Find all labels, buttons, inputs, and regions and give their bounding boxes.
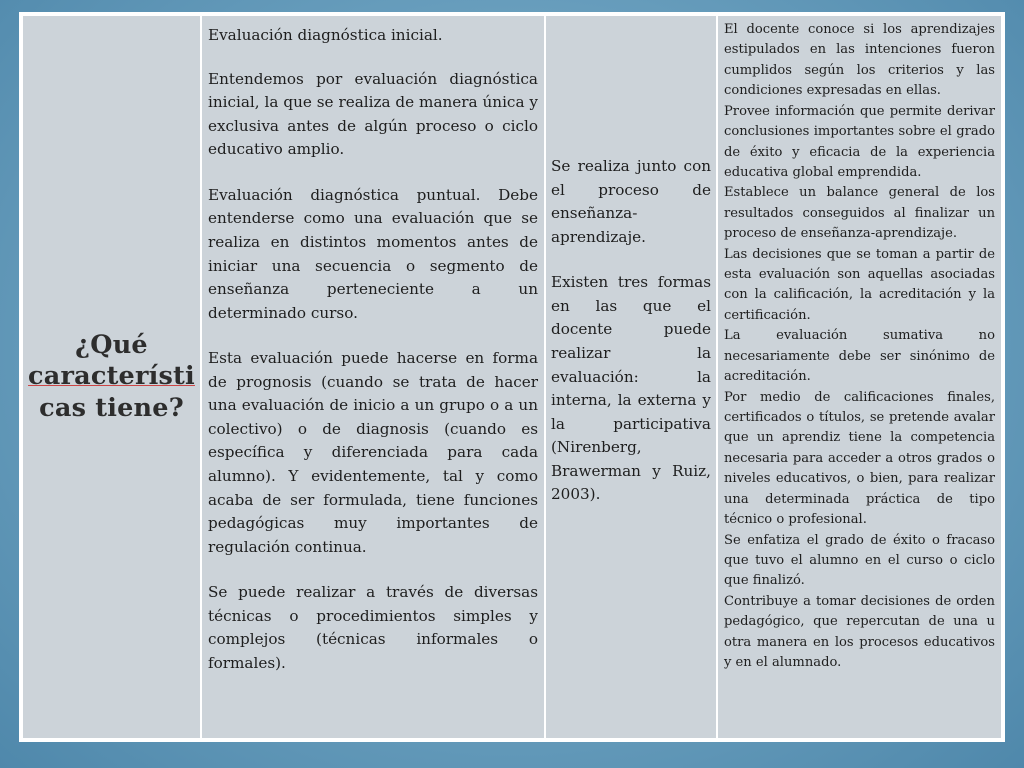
summative-item: Se enfatiza el grado de éxito o fracaso que tuvo el alumno en el curso o ciclo que finalizó. bbox=[724, 532, 995, 589]
diagnostic-paragraph-4: Se puede realizar a través de diversas técnicas o procedimientos simples y complejos (técnicas informales o formales). bbox=[208, 583, 538, 672]
summative-item: Contribuye a tomar decisiones de orden pedagógico, que repercutan de una u otra manera en los procesos educativos y en el alumnado. bbox=[724, 593, 995, 671]
formative-paragraph-2: Existen tres formas en las que el docente puede realizar la evaluación: la interna, la externa y la participativa (Nirenberg, Brawerman y Ruiz, 2003). bbox=[551, 273, 711, 504]
heading-line-3: cas tiene? bbox=[39, 392, 184, 423]
row-heading-cell bbox=[23, 16, 200, 738]
diagnostic-paragraph-1: Entendemos por evaluación diagnóstica inicial, la que se realiza de manera única y exclusiva antes de algún proceso o ciclo educativo amplio. bbox=[208, 69, 538, 159]
summative-item: Provee información que permite derivar conclusiones importantes sobre el grado de éxito y eficacia de la experiencia educativa global emprendida. bbox=[724, 103, 995, 180]
row-heading bbox=[24, 330, 199, 423]
characteristics-table bbox=[21, 14, 1003, 740]
diagnostic-title: Evaluación diagnóstica inicial. bbox=[208, 26, 443, 44]
formative-paragraph-1: Se realiza junto con el proceso de enseñanza-aprendizaje. bbox=[551, 157, 711, 246]
content-table-frame bbox=[19, 12, 1005, 742]
summative-item: Las decisiones que se toman a partir de esta evaluación son aquellas asociadas con la calificación, la acreditación y la certificación. bbox=[724, 246, 995, 323]
diagnostic-paragraph-2: Evaluación diagnóstica puntual. Debe entenderse como una evaluación que se realiza en distintos momentos antes de iniciar una secuencia o segmento de enseñanza perteneciente a un determinado curso. bbox=[208, 185, 538, 322]
summative-cell bbox=[718, 16, 1001, 738]
heading-line-2: característi bbox=[28, 361, 195, 392]
diagnostic-paragraph-3: Esta evaluación puede hacerse en forma de prognosis (cuando se trata de hacer una evaluación de inicio a un grupo o a un colectivo) o de diagnosis (cuando es específica y diferenciada para cada alumno). Y evidentemente, tal y como acaba de ser formulada, tiene funciones pedagógicas muy importantes de regulación continua. bbox=[208, 349, 538, 556]
summative-item: La evaluación sumativa no necesariamente debe ser sinónimo de acreditación. bbox=[724, 328, 995, 385]
summative-item: Establece un balance general de los resultados conseguidos al finalizar un proceso de enseñanza-aprendizaje. bbox=[724, 185, 995, 242]
diagnostic-cell bbox=[202, 16, 544, 738]
formative-cell bbox=[546, 16, 716, 738]
summative-item: El docente conoce si los aprendizajes estipulados en las intenciones fueron cumplidos según los criterios y las condiciones expresadas en ellas. bbox=[724, 22, 995, 99]
summative-item: Por medio de calificaciones finales, certificados o títulos, se pretende avalar que un aprendiz tiene la competencia necesaria para acceder a otros grados o niveles educativos, o bien, para realizar una determinada práctica de tipo técnico o profesional. bbox=[724, 389, 995, 528]
table-row bbox=[23, 16, 1001, 738]
heading-line-1: ¿Qué bbox=[75, 330, 148, 361]
